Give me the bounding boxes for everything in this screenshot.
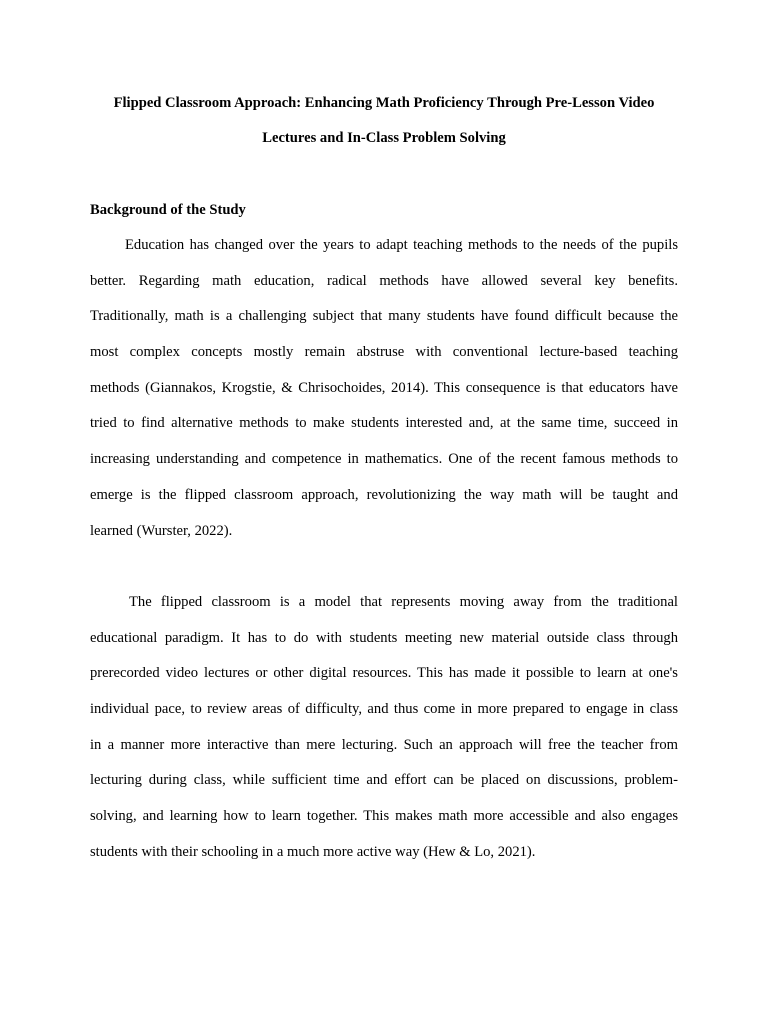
paragraph-line: prerecorded video lectures or other digital resources. This has made it possible to learn at one's bbox=[90, 665, 678, 682]
paragraph-line: Education has changed over the years to adapt teaching methods to the needs of the pupils bbox=[125, 237, 678, 253]
paragraph-line: learned (Wurster, 2022). bbox=[90, 522, 233, 539]
paragraph-line: individual pace, to review areas of difficulty, and thus come in more prepared to engage in class bbox=[90, 701, 678, 718]
paragraph-1 bbox=[90, 235, 678, 556]
paragraph-line: increasing understanding and competence in mathematics. One of the recent famous methods to bbox=[90, 451, 678, 468]
section-heading: Background of the Study bbox=[90, 202, 246, 218]
paragraph-line: better. Regarding math education, radical methods have allowed several key benefits. bbox=[90, 272, 678, 289]
paragraph-line: The flipped classroom is a model that represents moving away from the traditional bbox=[129, 594, 678, 610]
paragraph-line: in a manner more interactive than mere lecturing. Such an approach will free the teacher from bbox=[90, 736, 678, 753]
document-title-line-1: Flipped Classroom Approach: Enhancing Math Proficiency Through Pre-Lesson Video bbox=[113, 95, 655, 111]
paragraph-line: educational paradigm. It has to do with students meeting new material outside class through bbox=[90, 629, 678, 646]
paragraph-line: solving, and learning how to learn together. This makes math more accessible and also engages bbox=[90, 808, 678, 825]
paragraph-line: students with their schooling in a much more active way (Hew & Lo, 2021). bbox=[90, 843, 536, 860]
paragraph-line: methods (Giannakos, Krogstie, & Chrisochoides, 2014). This consequence is that educators have bbox=[90, 379, 678, 396]
paragraph-line: emerge is the flipped classroom approach, revolutionizing the way math will be taught and bbox=[90, 486, 678, 503]
document-title-line-2: Lectures and In-Class Problem Solving bbox=[262, 130, 506, 146]
paragraph-line: tried to find alternative methods to make students interested and, at the same time, succeed in bbox=[90, 415, 678, 432]
paragraph-line: lecturing during class, while sufficient time and effort can be placed on discussions, problem- bbox=[90, 772, 678, 789]
paragraph-line: Traditionally, math is a challenging subject that many students have found difficult because the bbox=[90, 308, 678, 325]
paragraph-2 bbox=[90, 592, 678, 878]
paragraph-line: most complex concepts mostly remain abstruse with conventional lecture-based teaching bbox=[90, 344, 678, 361]
